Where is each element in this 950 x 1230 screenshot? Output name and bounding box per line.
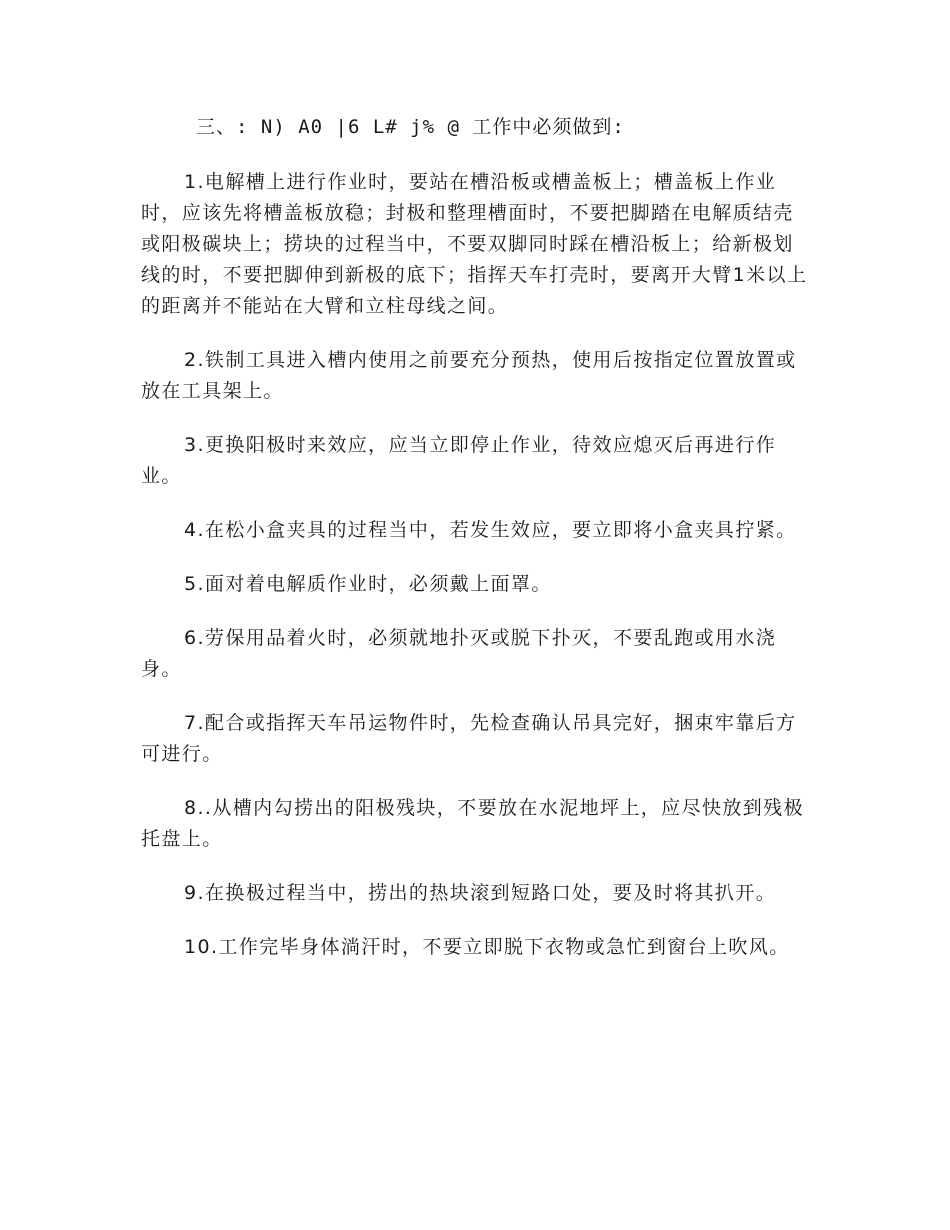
rule-item-1: 1.电解槽上进行作业时，要站在槽沿板或槽盖板上；槽盖板上作业时，应该先将槽盖板放稳；封极和整理槽面时，不要把脚踏在电解质结壳或阳极碳块上；捞块的过程当中，不要双脚同时踩在槽沿板上；给新极划线的时，不要把脚伸到新极的底下；指挥天车打壳时，要离开大臂1米以上的距离并不能站在大臂和立柱母线之间。 [141,171,808,317]
document-body [141,110,809,986]
rule-item-3: 3.更换阳极时来效应，应当立即停止作业，待效应熄灭后再进行作业。 [141,434,777,487]
rule-item-6: 6.劳保用品着火时，必须就地扑灭或脱下扑灭，不要乱跑或用水浇身。 [141,627,777,680]
rule-item-7: 7.配合或指挥天车吊运物件时，先检查确认吊具完好，捆束牢靠后方可进行。 [141,712,797,765]
rule-item-5: 5.面对着电解质作业时，必须戴上面罩。 [184,573,552,595]
rule-item-2: 2.铁制工具进入槽内使用之前要充分预热，使用后按指定位置放置或放在工具架上。 [141,349,797,402]
section-heading: 三、: N) A0 |6 L# j% @ 工作中必须做到: [196,116,625,138]
rule-item-4: 4.在松小盒夹具的过程当中，若发生效应，要立即将小盒夹具拧紧。 [184,519,797,541]
rule-item-9: 9.在换极过程当中，捞出的热块滚到短路口处，要及时将其扒开。 [184,882,777,904]
rule-item-8: 8..从槽内勾捞出的阳极残块，不要放在水泥地坪上，应尽快放到残极托盘上。 [141,797,804,850]
rule-item-10: 10.工作完毕身体淌汗时，不要立即脱下衣物或急忙到窗台上吹风。 [184,936,790,958]
